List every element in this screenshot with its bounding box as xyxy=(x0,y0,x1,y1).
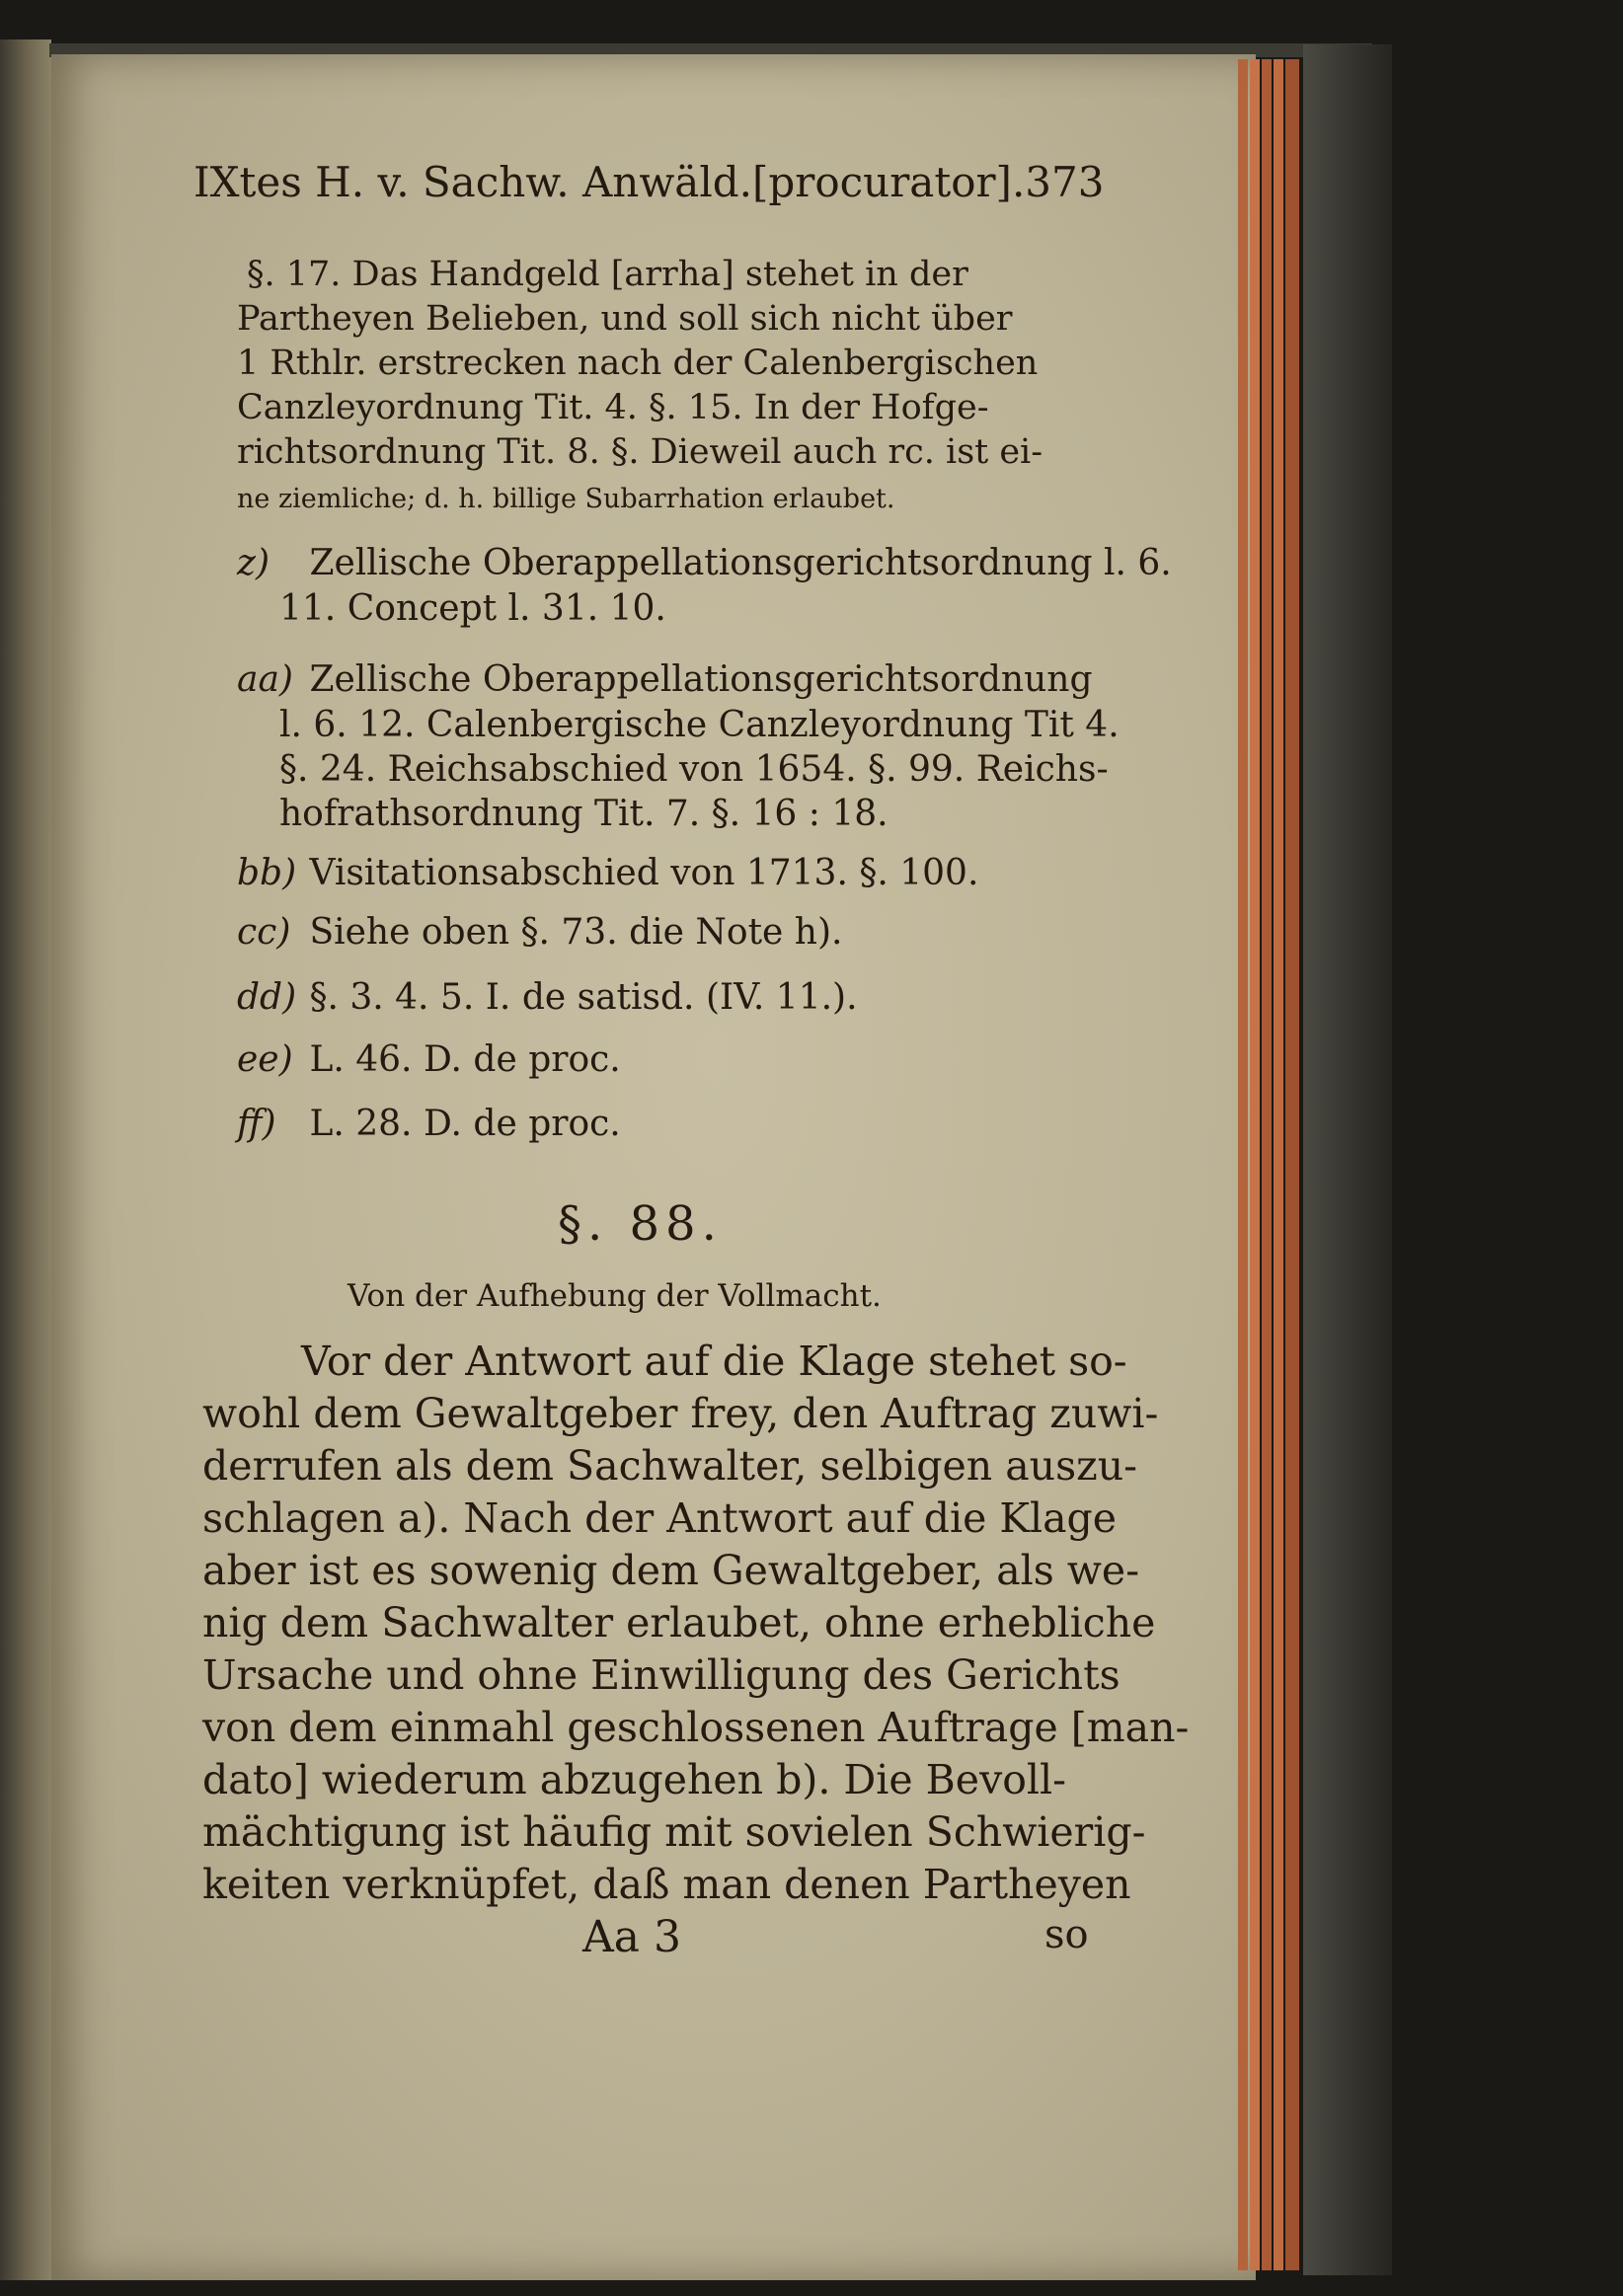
body-line: von dem einmahl geschlossenen Auftrage [man- xyxy=(202,1704,1190,1751)
reference-entry xyxy=(237,977,858,1018)
footnote-line: 1 Rthlr. erstrecken nach der Calenbergischen xyxy=(237,344,1039,383)
running-title: IXtes H. v. Sachw. Anwäld.[procurator]. xyxy=(193,158,1026,206)
signature-mark: Aa 3 xyxy=(582,1912,681,1962)
body-line: wohl dem Gewaltgeber frey, den Auftrag zuwi- xyxy=(202,1390,1159,1437)
reference-text: Visitationsabschied von 1713. §. 100. xyxy=(309,853,979,893)
catchword: so xyxy=(1044,1912,1089,1957)
reference-text: hofrathsordnung Tit. 7. §. 16 : 18. xyxy=(279,794,889,834)
reference-label: z) xyxy=(237,543,270,583)
reference-text: Zellische Oberappellationsgerichtsordnung l. 6. xyxy=(309,543,1172,583)
body-line: mächtigung ist häufig mit sovielen Schwierig- xyxy=(202,1808,1146,1856)
reference-label: aa) xyxy=(237,659,293,700)
footnote-line: richtsordnung Tit. 8. §. Dieweil auch rc. ist ei- xyxy=(237,432,1043,472)
body-line: schlagen a). Nach der Antwort auf die Klage xyxy=(202,1494,1118,1542)
running-header xyxy=(193,158,1105,206)
footnote-line: §. 17. Das Handgeld [arrha] stehet in der xyxy=(247,255,968,294)
reference-entry xyxy=(237,659,1093,700)
reference-text: Siehe oben §. 73. die Note h). xyxy=(309,912,843,953)
reference-entry xyxy=(237,1039,621,1080)
reference-text: l. 6. 12. Calenbergische Canzleyordnung Tit 4. xyxy=(279,705,1120,745)
footnote-line: Canzleyordnung Tit. 4. §. 15. In der Hofge- xyxy=(237,388,989,427)
body-line: Ursache und ohne Einwilligung des Gerichts xyxy=(202,1651,1121,1699)
reference-label: cc) xyxy=(237,912,291,953)
footnote-line: ne ziemliche; d. h. billige Subarrhation erlaubet. xyxy=(237,484,895,514)
reference-text: L. 28. D. de proc. xyxy=(309,1104,621,1144)
section-number: §. 88. xyxy=(558,1196,723,1252)
page-number: 373 xyxy=(1025,158,1105,206)
footnote-line: Partheyen Belieben, und soll sich nicht über xyxy=(237,299,1013,339)
reference-entry xyxy=(237,853,978,893)
body-line: keiten verknüpfet, daß man denen Partheyen xyxy=(202,1861,1131,1908)
body-line: aber ist es sowenig dem Gewaltgeber, als we- xyxy=(202,1547,1140,1594)
reference-label: bb) xyxy=(237,853,297,893)
reference-text: 11. Concept l. 31. 10. xyxy=(279,588,666,629)
body-line: derrufen als dem Sachwalter, selbigen auszu- xyxy=(202,1442,1137,1490)
reference-label: dd) xyxy=(237,977,297,1018)
body-line: Vor der Antwort auf die Klage stehet so- xyxy=(301,1338,1127,1385)
reference-text: §. 24. Reichsabschied von 1654. §. 99. Reichs- xyxy=(279,749,1109,790)
reference-text: L. 46. D. de proc. xyxy=(309,1039,621,1080)
reference-text: §. 3. 4. 5. I. de satisd. (IV. 11.). xyxy=(309,977,858,1018)
reference-text: Zellische Oberappellationsgerichtsordnung xyxy=(309,659,1093,700)
reference-label: ee) xyxy=(237,1039,293,1080)
reference-label: ff) xyxy=(237,1104,276,1144)
body-line: dato] wiederum abzugehen b). Die Bevoll- xyxy=(202,1756,1066,1803)
reference-entry xyxy=(237,543,1172,583)
body-line: nig dem Sachwalter erlaubet, ohne erhebliche xyxy=(202,1599,1156,1646)
reference-entry xyxy=(237,912,842,953)
section-heading: Von der Aufhebung der Vollmacht. xyxy=(348,1278,882,1314)
reference-entry xyxy=(237,1104,621,1144)
